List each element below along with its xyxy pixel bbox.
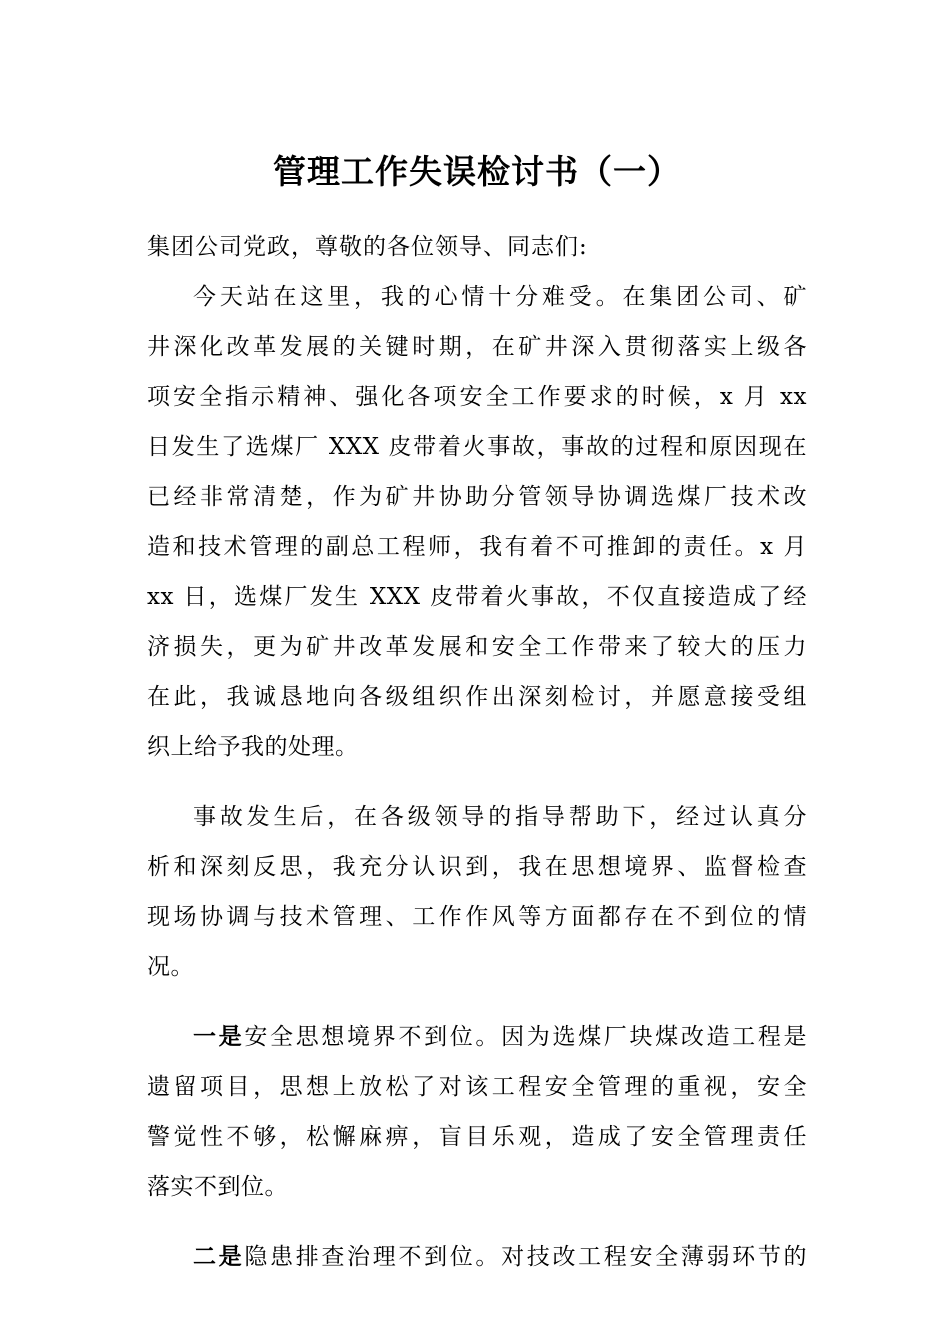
- paragraph-line: 项安全指示精神、强化各项安全工作要求的时候，x 月 xx: [147, 384, 807, 410]
- paragraph-line: [147, 1012, 807, 1062]
- point-lead: 一是: [193, 1023, 245, 1050]
- paragraph-line: xx 日，选煤厂发生 XXX 皮带着火事故，不仅直接造成了经: [147, 584, 807, 610]
- paragraph-line: 日发生了选煤厂 XXX 皮带着火事故，事故的过程和原因现在: [147, 434, 807, 460]
- paragraph-line: 今天站在这里，我的心情十分难受。在集团公司、矿: [193, 284, 807, 310]
- paragraph-line: 事故发生后，在各级领导的指导帮助下，经过认真分: [193, 804, 807, 830]
- paragraph-line: [147, 1232, 807, 1282]
- point-text: 隐患排查治理不到位。对技改工程安全薄弱环节的: [244, 1244, 808, 1270]
- paragraph-3: [147, 1012, 807, 1212]
- paragraph-line: 济损失，更为矿井改革发展和安全工作带来了较大的压力: [147, 634, 807, 660]
- paragraph-line: 在此，我诚恳地向各级组织作出深刻检讨，并愿意接受组: [147, 684, 807, 710]
- paragraph-line: 遗留项目，思想上放松了对该工程安全管理的重视，安全: [147, 1074, 807, 1100]
- point-lead: 二是: [193, 1243, 245, 1270]
- paragraph-line: 况。: [147, 954, 194, 980]
- document-page: [147, 0, 807, 1282]
- paragraph-2: [147, 792, 807, 992]
- salutation: 集团公司党政，尊敬的各位领导、同志们:: [147, 234, 588, 260]
- point-text: 安全思想境界不到位。因为选煤厂块煤改造工程是: [244, 1024, 808, 1050]
- paragraph-line: 析和深刻反思，我充分认识到，我在思想境界、监督检查: [147, 854, 807, 880]
- paragraph-line: 已经非常清楚，作为矿井协助分管领导协调选煤厂技术改: [147, 484, 807, 510]
- paragraph-4: [147, 1232, 807, 1282]
- paragraph-line: 织上给予我的处理。: [147, 734, 359, 760]
- paragraph-line: 造和技术管理的副总工程师，我有着不可推卸的责任。x 月: [147, 534, 807, 560]
- document-title: 管理工作失误检讨书（一）: [273, 152, 681, 191]
- paragraph-line: 落实不到位。: [147, 1174, 288, 1200]
- paragraph-line: 井深化改革发展的关键时期，在矿井深入贯彻落实上级各: [147, 334, 807, 360]
- paragraph-1: [147, 272, 807, 772]
- paragraph-line: 现场协调与技术管理、工作作风等方面都存在不到位的情: [147, 904, 807, 930]
- paragraph-line: 警觉性不够，松懈麻痹，盲目乐观，造成了安全管理责任: [147, 1124, 807, 1150]
